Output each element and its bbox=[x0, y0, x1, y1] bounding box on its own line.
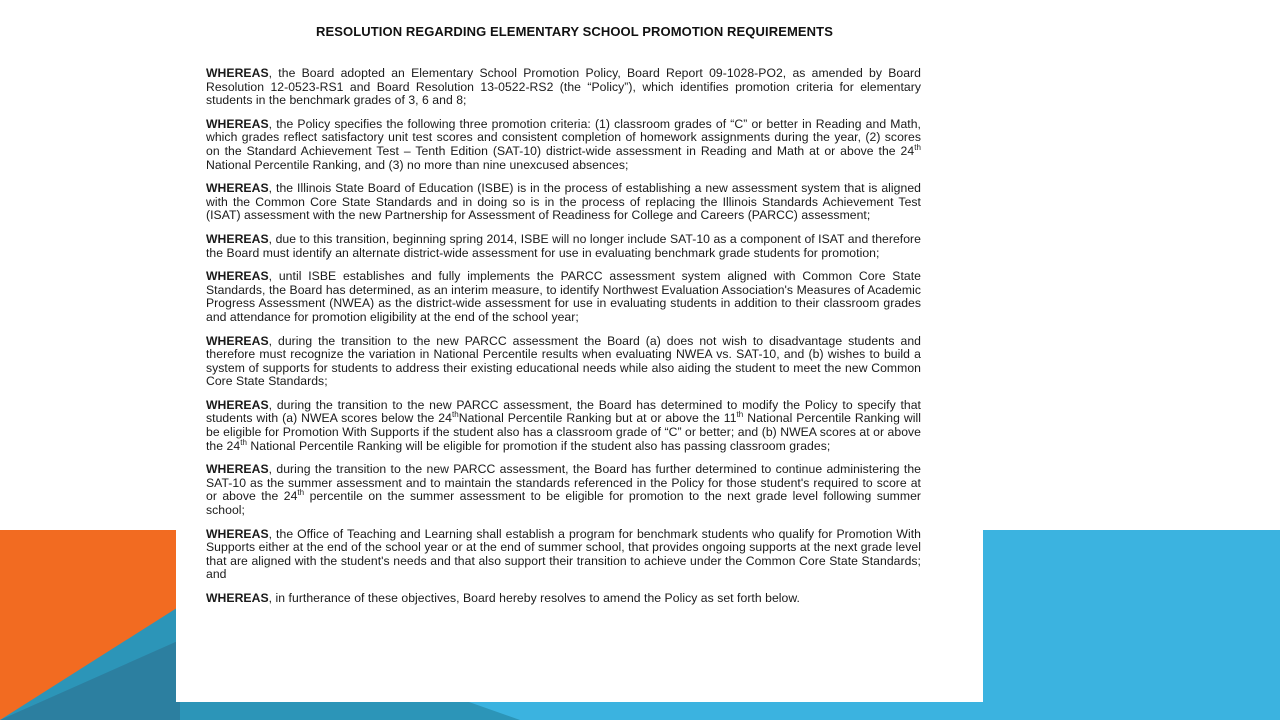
document-body bbox=[206, 67, 921, 606]
whereas-paragraph bbox=[206, 270, 921, 324]
whereas-paragraph bbox=[206, 463, 921, 517]
whereas-paragraph bbox=[206, 233, 921, 260]
whereas-paragraph bbox=[206, 182, 921, 223]
paragraph-text: National Percentile Ranking will be eligible for Promotion With Supports if the student also has a classroom grade of “C” or better; and (b) NWEA scores at or above the 24 bbox=[206, 411, 921, 453]
document-page bbox=[176, 0, 983, 702]
whereas-keyword: WHEREAS bbox=[206, 269, 269, 284]
ordinal-superscript: th bbox=[914, 142, 921, 152]
whereas-paragraph bbox=[206, 335, 921, 389]
paragraph-text: , due to this transition, beginning spring 2014, ISBE will no longer include SAT-10 as a component of ISAT and therefore the Board must identify an alternate district-wide assessment for use in evaluating benchmark grade students for promotion; bbox=[206, 231, 921, 260]
whereas-keyword: WHEREAS bbox=[206, 66, 269, 80]
paragraph-text: , until ISBE establishes and fully implements the PARCC assessment system aligned with Common Core State Standards, the Board has determined, as an interim measure, to identify Northwest Evaluation Association's Measures of Academic Progress Assessment (NWEA) as the district-wide assessment for use in evaluating students in addition to their classroom grades and attendance for promotion eligibility at the end of the school year; bbox=[206, 269, 921, 324]
paragraph-text: , the Office of Teaching and Learning shall establish a program for benchmark students who qualify for Promotion With Supports either at the end of the school year or at the end of summer school, that provides ongoing supports at the next grade level that are aligned with the student's needs and that also support their transition to achieve under the Common Core State Standards; and bbox=[206, 526, 921, 582]
paragraph-text: , in furtherance of these objectives, Board hereby resolves to amend the Policy as set forth below. bbox=[268, 591, 800, 605]
whereas-keyword: WHEREAS bbox=[206, 397, 269, 412]
paragraph-text: , the Board adopted an Elementary School Promotion Policy, Board Report 09-1028-PO2, as amended by Board Resolution 12-0523-RS1 and Board Resolution 13-0522-RS2 (the “Policy”), which identifies promotion criteria for elementary students in the benchmark grades of 3, 6 and 8; bbox=[206, 66, 921, 108]
whereas-paragraph bbox=[206, 67, 921, 108]
whereas-paragraph bbox=[206, 592, 921, 606]
ordinal-superscript: th bbox=[297, 488, 305, 498]
whereas-keyword: WHEREAS bbox=[206, 462, 269, 477]
paragraph-text: , during the transition to the new PARCC assessment the Board (a) does not wish to disadvantage students and therefore must recognize the variation in National Percentile results when evaluating NWEA vs. SAT-10, and (b) wishes to build a system of supports for students to address their existing educational needs while also aiding the student to meet the new Common Core State Standards; bbox=[206, 333, 921, 389]
paragraph-text: , during the transition to the new PARCC assessment, the Board has further determined to continue administering the SAT-10 as the summer assessment and to maintain the standards referenced in the Policy for those student's required to score at or above the 24 bbox=[206, 462, 921, 504]
ordinal-superscript: th bbox=[736, 410, 744, 420]
paragraph-text: , during the transition to the new PARCC assessment, the Board has determined to modify the Policy to specify that students with (a) NWEA scores below the 24 bbox=[206, 397, 921, 426]
paragraph-text: percentile on the summer assessment to be eligible for promotion to the next grade level following summer school; bbox=[206, 489, 922, 518]
whereas-keyword: WHEREAS bbox=[206, 116, 269, 131]
whereas-keyword: WHEREAS bbox=[206, 181, 269, 196]
paragraph-text: National Percentile Ranking but at or above the 11 bbox=[458, 411, 737, 426]
paragraph-text: , the Illinois State Board of Education (ISBE) is in the process of establishing a new assessment system that is aligned with the Common Core State Standards and in doing so is in the process of replacing the Illinois Standards Achievement Test (ISAT) assessment with the new Partnership for Assessment of Readiness for College and Careers (PARCC) assessment; bbox=[206, 181, 921, 223]
whereas-paragraph bbox=[206, 118, 921, 172]
ordinal-superscript: th bbox=[240, 437, 247, 447]
paragraph-text: National Percentile Ranking, and (3) no more than nine unexcused absences; bbox=[206, 157, 629, 172]
paragraph-text: , the Policy specifies the following three promotion criteria: (1) classroom grades of “C” or better in Reading and Math, which grades reflect satisfactory unit test scores and consistent completion of homework assignments during the year, (2) scores on the Standard Achievement Test – Tenth Edition (SAT-10) district-wide assessment in Reading and Math at or above the 24 bbox=[206, 116, 921, 158]
ordinal-superscript: th bbox=[451, 410, 459, 420]
whereas-paragraph bbox=[206, 399, 921, 453]
whereas-paragraph bbox=[206, 528, 921, 582]
whereas-keyword: WHEREAS bbox=[206, 526, 269, 541]
document-title: RESOLUTION REGARDING ELEMENTARY SCHOOL PROMOTION REQUIREMENTS bbox=[316, 24, 833, 39]
whereas-keyword: WHEREAS bbox=[206, 231, 269, 246]
whereas-keyword: WHEREAS bbox=[206, 591, 269, 605]
paragraph-text: National Percentile Ranking will be eligible for promotion if the student also has passing classroom grades; bbox=[246, 438, 831, 453]
whereas-keyword: WHEREAS bbox=[206, 333, 269, 348]
